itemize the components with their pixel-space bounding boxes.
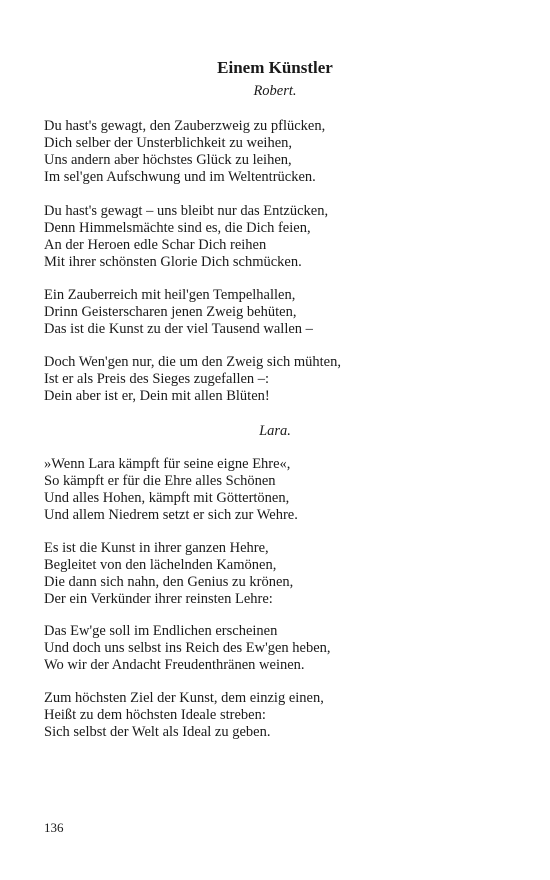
verse-line: Doch Wen'gen nur, die um den Zweig sich mühten, [44, 354, 341, 370]
verse-line: Uns andern aber höchstes Glück zu leihen, [44, 152, 292, 168]
verse-line: Ist er als Preis des Sieges zugefallen –: [44, 371, 270, 387]
verse-line: Wo wir der Andacht Freudenthränen weinen. [44, 657, 305, 673]
verse-line: Das Ew'ge soll im Endlichen erscheinen [44, 623, 278, 639]
verse-line: »Wenn Lara kämpft für seine eigne Ehre«, [44, 456, 291, 472]
verse-line: Es ist die Kunst in ihrer ganzen Hehre, [44, 540, 269, 556]
verse-line: Die dann sich nahn, den Genius zu krönen, [44, 574, 294, 590]
stanza-4 [44, 354, 524, 405]
verse-line: Drinn Geisterscharen jenen Zweig behüten, [44, 304, 297, 320]
stanza-2 [44, 203, 524, 271]
verse-line: Ein Zauberreich mit heil'gen Tempelhallen, [44, 287, 296, 303]
stanza-7 [44, 623, 524, 674]
verse-line: Der ein Verkünder ihrer reinsten Lehre: [44, 591, 273, 607]
verse-line: Und doch uns selbst ins Reich des Ew'gen heben, [44, 640, 331, 656]
verse-line: Dich selber der Unsterblichkeit zu weihen, [44, 135, 293, 151]
speaker-lara: Lara. [259, 423, 291, 439]
stanza-3 [44, 287, 524, 338]
speaker-robert: Robert. [253, 83, 297, 99]
verse-line: Das ist die Kunst zu der viel Tausend wallen – [44, 321, 313, 337]
poem-title: Einem Künstler [217, 58, 333, 77]
stanza-5 [44, 456, 524, 524]
stanza-8 [44, 690, 524, 741]
verse-line: So kämpft er für die Ehre alles Schönen [44, 473, 276, 489]
verse-line: An der Heroen edle Schar Dich reihen [44, 237, 267, 253]
verse-line: Begleitet von den lächelnden Kamönen, [44, 557, 277, 573]
verse-line: Denn Himmelsmächte sind es, die Dich feien, [44, 220, 311, 236]
verse-line: Heißt zu dem höchsten Ideale streben: [44, 707, 266, 723]
verse-line: Du hast's gewagt – uns bleibt nur das Entzücken, [44, 203, 329, 219]
verse-line: Mit ihrer schönsten Glorie Dich schmücken. [44, 254, 302, 270]
stanza-1 [44, 118, 524, 186]
verse-line: Im sel'gen Aufschwung und im Weltentrücken. [44, 169, 316, 185]
stanza-6 [44, 540, 524, 608]
verse-line: Und alles Hohen, kämpft mit Göttertönen, [44, 490, 290, 506]
verse-line: Du hast's gewagt, den Zauberzweig zu pflücken, [44, 118, 326, 134]
page-number: 136 [44, 820, 64, 835]
verse-line: Zum höchsten Ziel der Kunst, dem einzig einen, [44, 690, 324, 706]
verse-line: Sich selbst der Welt als Ideal zu geben. [44, 724, 271, 740]
verse-line: Dein aber ist er, Dein mit allen Blüten! [44, 388, 270, 404]
verse-line: Und allem Niedrem setzt er sich zur Wehre. [44, 507, 298, 523]
